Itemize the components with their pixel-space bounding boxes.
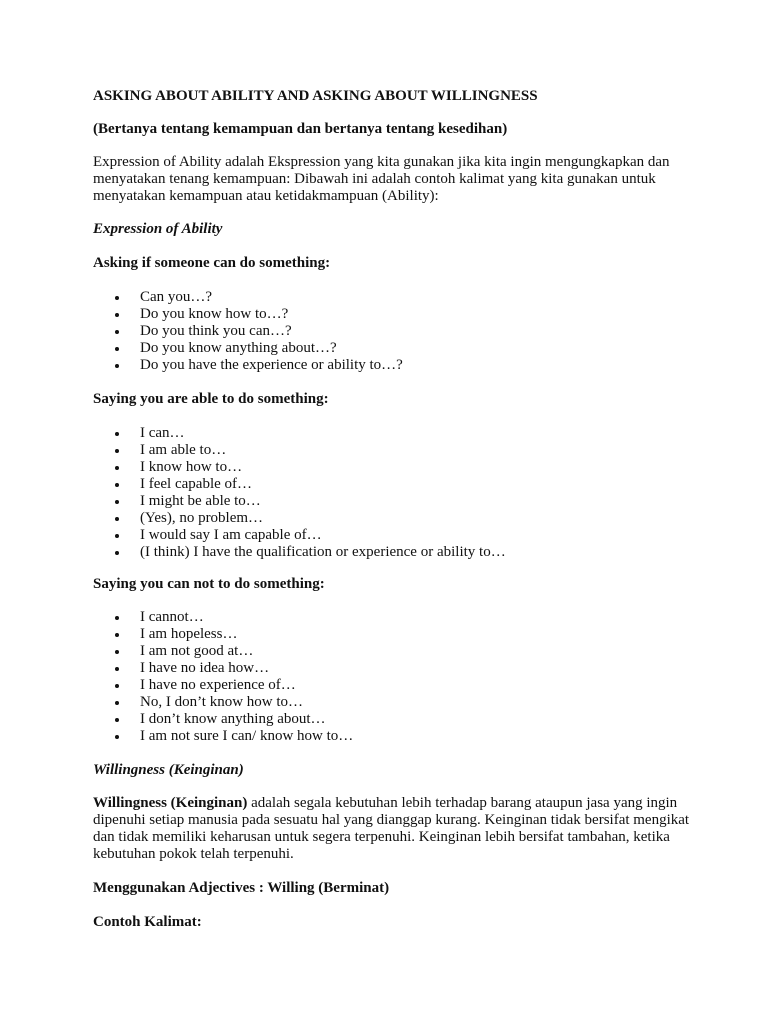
bullet-icon (115, 517, 119, 521)
list-item (93, 289, 693, 306)
asking-heading: Asking if someone can do something: (93, 255, 331, 271)
list-item (93, 544, 693, 561)
list-item (93, 510, 693, 527)
list-item (93, 626, 693, 643)
list-item (93, 711, 693, 728)
willingness-term: Willingness (Keinginan) (93, 795, 248, 811)
list-item-text: Do you know how to…? (140, 306, 289, 322)
bullet-icon (115, 650, 119, 654)
bullet-icon (115, 551, 119, 555)
subtitle: (Bertanya tentang kemampuan dan bertanya tentang kesedihan) (93, 121, 508, 137)
bullet-icon (115, 633, 119, 637)
bullet-icon (115, 330, 119, 334)
list-item-text: Do you know anything about…? (140, 340, 337, 356)
list-item-text: Do you have the experience or ability to…? (140, 357, 403, 373)
list-item-text: I might be able to… (140, 493, 261, 509)
bullet-icon (115, 449, 119, 453)
list-item (93, 694, 693, 711)
list-item-text: Can you…? (140, 289, 213, 305)
examples-heading: Contoh Kalimat: (93, 914, 202, 930)
list-item (93, 340, 693, 357)
list-item (93, 677, 693, 694)
bullet-icon (115, 466, 119, 470)
list-item (93, 493, 693, 510)
list-item (93, 459, 693, 476)
list-item (93, 323, 693, 340)
list-item-text: I am hopeless… (140, 626, 238, 642)
list-item-text: (Yes), no problem… (140, 510, 264, 526)
list-item-text: I know how to… (140, 459, 243, 475)
adjectives-heading: Menggunakan Adjectives : Willing (Berminat) (93, 880, 390, 896)
bullet-icon (115, 735, 119, 739)
bullet-icon (115, 313, 119, 317)
page-title: ASKING ABOUT ABILITY AND ASKING ABOUT WILLINGNESS (93, 88, 538, 104)
list-item (93, 476, 693, 493)
able-list (93, 425, 693, 561)
bullet-icon (115, 701, 119, 705)
bullet-icon (115, 432, 119, 436)
bullet-icon (115, 718, 119, 722)
list-item (93, 527, 693, 544)
willingness-paragraph (93, 795, 693, 863)
list-item (93, 643, 693, 660)
list-item (93, 609, 693, 626)
list-item-text: I would say I am capable of… (140, 527, 322, 543)
bullet-icon (115, 347, 119, 351)
unable-list (93, 609, 693, 745)
list-item-text: (I think) I have the qualification or experience or ability to… (140, 544, 506, 560)
list-item-text: No, I don’t know how to… (140, 694, 304, 710)
list-item (93, 442, 693, 459)
list-item (93, 660, 693, 677)
willingness-text: adalah segala kebutuhan lebih terhadap barang ataupun jasa yang ingin dipenuhi setiap manusia pada sesuatu hal yang dianggap kurang. Keinginan tidak bersifat mengikat dan tidak memiliki keharusan untuk segera terpenuhi. Keinginan lebih bersifat tambahan, ketika kebutuhan pokok telah terpenuhi. (93, 795, 690, 862)
list-item-text: I am able to… (140, 442, 227, 458)
bullet-icon (115, 296, 119, 300)
list-item (93, 425, 693, 442)
section-heading-willingness: Willingness (Keinginan) (93, 762, 244, 778)
list-item-text: I have no idea how… (140, 660, 270, 676)
list-item (93, 306, 693, 323)
section-heading-ability: Expression of Ability (93, 221, 223, 237)
list-item-text: Do you think you can…? (140, 323, 292, 339)
list-item-text: I have no experience of… (140, 677, 296, 693)
list-item (93, 728, 693, 745)
list-item-text: I can… (140, 425, 185, 441)
list-item-text: I don’t know anything about… (140, 711, 326, 727)
list-item-text: I feel capable of… (140, 476, 253, 492)
intro-paragraph: Expression of Ability adalah Ekspression yang kita gunakan jika kita ingin mengungkapkan dan menyatakan tenang kemampuan: Dibawah ini adalah contoh kalimat yang kita gunakan untuk menyatakan kemampuan atau ketidakmampuan (Ability): (93, 154, 670, 204)
list-item-text: I am not good at… (140, 643, 254, 659)
unable-heading: Saying you can not to do something: (93, 576, 325, 592)
list-item-text: I am not sure I can/ know how to… (140, 728, 354, 744)
bullet-icon (115, 616, 119, 620)
bullet-icon (115, 667, 119, 671)
able-heading: Saying you are able to do something: (93, 391, 329, 407)
asking-list (93, 289, 693, 374)
list-item (93, 357, 693, 374)
bullet-icon (115, 364, 119, 368)
list-item-text: I cannot… (140, 609, 204, 625)
bullet-icon (115, 483, 119, 487)
bullet-icon (115, 500, 119, 504)
bullet-icon (115, 534, 119, 538)
bullet-icon (115, 684, 119, 688)
